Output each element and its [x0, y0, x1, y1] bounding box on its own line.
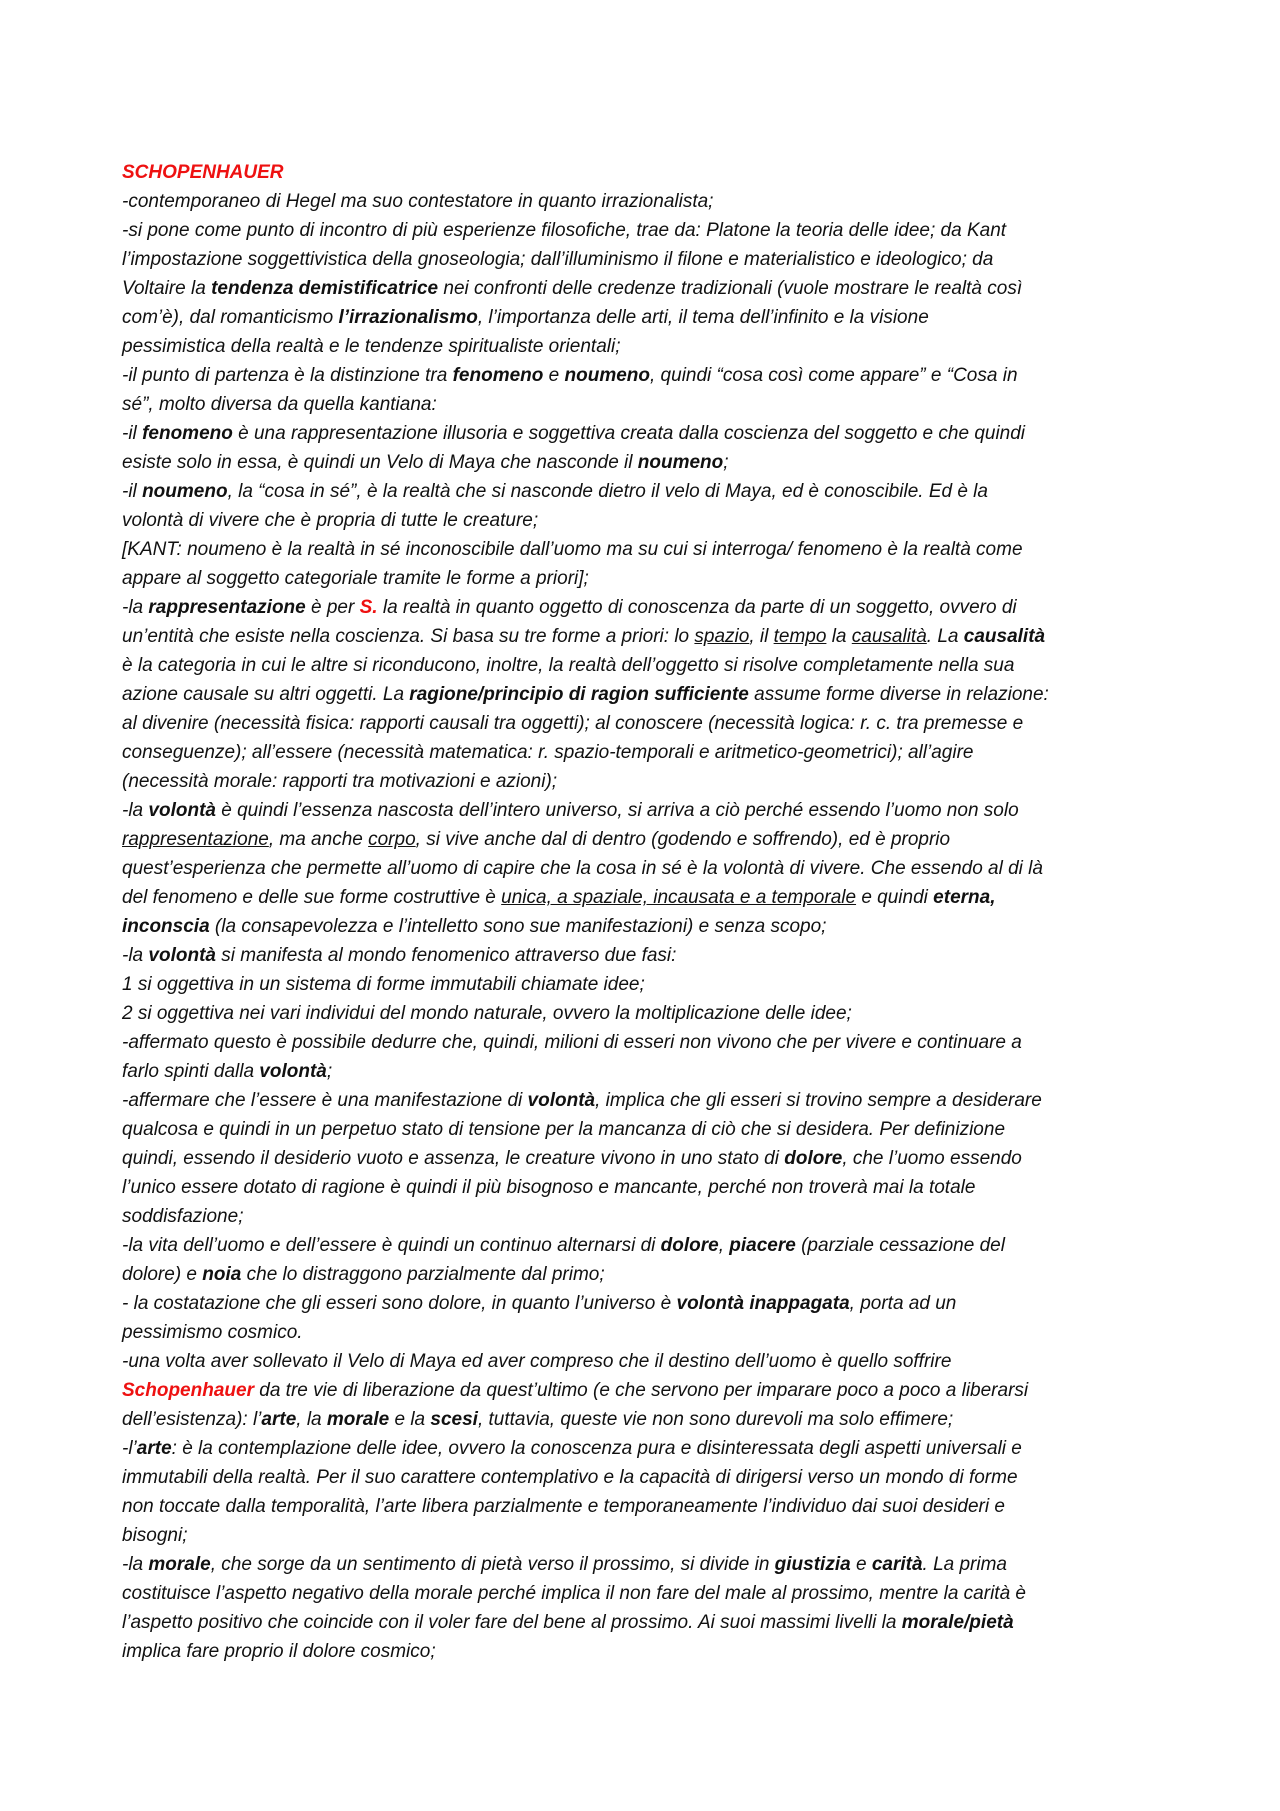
bold-term: tendenza demistificatrice: [211, 278, 439, 299]
text-segment: -il: [122, 481, 143, 502]
text-line: [122, 825, 1172, 854]
bold-term: morale: [148, 1554, 211, 1575]
text-segment: (parziale cessazione del: [795, 1235, 1005, 1256]
text-segment: , si vive anche dal di dentro (godendo e soffrendo), ed è proprio: [415, 829, 951, 850]
text-line: [122, 216, 1172, 245]
text-segment: ;: [723, 452, 729, 473]
text-segment: , la: [296, 1409, 327, 1430]
text-segment: , che sorge da un sentimento di pietà verso il prossimo, si divide in: [210, 1554, 775, 1575]
text-segment: pessimismo cosmico.: [122, 1322, 303, 1343]
text-line: [122, 303, 1172, 332]
text-segment: del fenomeno e delle sue forme costruttive è: [122, 887, 502, 908]
text-line: [122, 1521, 1172, 1550]
text-segment: bisogni;: [122, 1525, 188, 1546]
text-line: [122, 796, 1172, 825]
text-segment: -la: [122, 1554, 149, 1575]
text-line: [122, 1289, 1172, 1318]
text-line: [122, 332, 1172, 361]
text-segment: , porta ad un: [849, 1293, 957, 1314]
text-line: [122, 1086, 1172, 1115]
text-segment: è quindi l’essenza nascosta dell’intero universo, si arriva a ciò perché essendo l’uomo non solo: [215, 800, 1019, 821]
highlight-name: S.: [359, 597, 378, 618]
text-segment: -si pone come punto di incontro di più esperienze filosofiche, trae da: Platone la teoria delle idee; da Kant: [122, 220, 1007, 241]
text-segment: , il: [749, 626, 774, 647]
text-line: [122, 593, 1172, 622]
text-segment: esiste solo in essa, è quindi un Velo di Maya che nasconde il: [122, 452, 638, 473]
text-line: [122, 1057, 1172, 1086]
text-segment: dolore) e: [122, 1264, 203, 1285]
text-segment: soddisfazione;: [122, 1206, 244, 1227]
bold-term: noumeno: [564, 365, 650, 386]
text-segment: , che l’uomo essendo: [842, 1148, 1022, 1169]
text-line: [122, 564, 1172, 593]
text-segment: la: [826, 626, 852, 647]
text-segment: [KANT: noumeno è la realtà in sé inconoscibile dall’uomo ma su cui si interroga/ fenomeno è la realtà come: [122, 539, 1023, 560]
underlined-term: rappresentazione: [122, 829, 269, 850]
text-segment: la realtà in quanto oggetto di conoscenza da parte di un soggetto, ovvero di: [377, 597, 1017, 618]
text-segment: (la consapevolezza e l’intelletto sono sue manifestazioni) e senza scopo;: [209, 916, 827, 937]
text-segment: , tuttavia, queste vie non sono durevoli ma solo effimere;: [477, 1409, 954, 1430]
text-segment: da tre vie di liberazione da quest’ultimo (e che servono per imparare poco a poco a liberarsi: [253, 1380, 1029, 1401]
bold-term: ragione/principio di ragion sufficiente: [409, 684, 749, 705]
underlined-term: unica, a spaziale, incausata e a temporale: [501, 887, 857, 908]
text-line: [122, 1550, 1172, 1579]
bold-term: volontà: [259, 1061, 327, 1082]
text-segment: -la: [122, 800, 149, 821]
bold-term: dolore: [784, 1148, 843, 1169]
text-segment: appare al soggetto categoriale tramite le forme a priori];: [122, 568, 589, 589]
text-line: [122, 1376, 1172, 1405]
text-segment: l’aspetto positivo che coincide con il voler fare del bene al prossimo. Ai suoi massimi livelli la: [122, 1612, 902, 1633]
text-segment: l’impostazione soggettivistica della gnoseologia; dall’illuminismo il filone e materialistico e ideologico; da: [122, 249, 994, 270]
bold-term: arte: [261, 1409, 297, 1430]
text-line: [122, 651, 1172, 680]
text-line: [122, 738, 1172, 767]
text-segment: , quindi “cosa così come appare” e “Cosa in: [650, 365, 1018, 386]
text-segment: e: [543, 365, 565, 386]
text-segment: è la categoria in cui le altre si riconducono, inoltre, la realtà dell’oggetto si risolve completamente nella sua: [122, 655, 1015, 676]
bold-term: arte: [136, 1438, 172, 1459]
underlined-term: tempo: [773, 626, 827, 647]
text-segment: . La prima: [922, 1554, 1007, 1575]
text-segment: , la “cosa in sé”, è la realtà che si nasconde dietro il velo di Maya, ed è conoscibile. Ed è la: [227, 481, 988, 502]
bold-term: fenomeno: [452, 365, 544, 386]
text-segment: -l’: [122, 1438, 137, 1459]
text-line: [122, 1202, 1172, 1231]
bold-term: rappresentazione: [148, 597, 306, 618]
highlight-name: Schopenhauer: [122, 1380, 254, 1401]
text-segment: sé”, molto diversa da quella kantiana:: [122, 394, 437, 415]
text-segment: . La: [926, 626, 964, 647]
text-line: [122, 767, 1172, 796]
text-line: [122, 1637, 1172, 1666]
bold-term: volontà inappagata: [676, 1293, 850, 1314]
text-line: [122, 448, 1172, 477]
text-line: [122, 1028, 1172, 1057]
text-line: [122, 1434, 1172, 1463]
text-line: [122, 245, 1172, 274]
text-segment: -il: [122, 423, 143, 444]
bold-term: fenomeno: [142, 423, 233, 444]
text-segment: l’unico essere dotato di ragione è quindi il più bisognoso e mancante, perché non troverà mai la totale: [122, 1177, 976, 1198]
text-line: [122, 1492, 1172, 1521]
text-segment: ;: [326, 1061, 333, 1082]
text-line: [122, 1318, 1172, 1347]
text-segment: ,: [718, 1235, 730, 1256]
document-title: SCHOPENHAUER: [122, 162, 284, 183]
text-line: [122, 1115, 1172, 1144]
text-segment: (necessità morale: rapporti tra motivazioni e azioni);: [122, 771, 558, 792]
text-segment: dell’esistenza): l’: [122, 1409, 262, 1430]
text-segment: -la: [122, 597, 149, 618]
bold-term: l’irrazionalismo: [338, 307, 478, 328]
text-segment: implica fare proprio il dolore cosmico;: [122, 1641, 436, 1662]
text-segment: -affermare che l’essere è una manifestazione di: [122, 1090, 528, 1111]
text-line: [122, 535, 1172, 564]
text-segment: 1 si oggettiva in un sistema di forme immutabili chiamate idee;: [122, 974, 645, 995]
bold-term: inconscia: [122, 916, 210, 937]
text-segment: -la vita dell’uomo e dell’essere è quindi un continuo alternarsi di: [122, 1235, 661, 1256]
text-segment: e quindi: [856, 887, 934, 908]
text-line: [122, 1347, 1172, 1376]
text-segment: che lo distraggono parzialmente dal primo;: [241, 1264, 605, 1285]
text-segment: -la: [122, 945, 149, 966]
text-segment: si manifesta al mondo fenomenico attraverso due fasi:: [215, 945, 677, 966]
document-body: [122, 187, 1172, 1666]
text-line: [122, 941, 1172, 970]
text-line: [122, 274, 1172, 303]
bold-term: volontà: [527, 1090, 596, 1111]
text-segment: al divenire (necessità fisica: rapporti causali tra oggetti); al conoscere (necessità logica: r. c. tra premesse e: [122, 713, 1024, 734]
text-line: [122, 883, 1172, 912]
text-segment: azione causale su altri oggetti. La: [122, 684, 410, 705]
bold-term: carità: [871, 1554, 923, 1575]
text-line: [122, 854, 1172, 883]
text-line: [122, 970, 1172, 999]
underlined-term: corpo: [368, 829, 416, 850]
bold-term: giustizia: [774, 1554, 851, 1575]
bold-term: dolore: [660, 1235, 719, 1256]
bold-term: scesi: [430, 1409, 478, 1430]
text-line: [122, 477, 1172, 506]
text-line: [122, 1463, 1172, 1492]
text-line: [122, 999, 1172, 1028]
text-segment: -una volta aver sollevato il Velo di Maya ed aver compreso che il destino dell’uomo è quello soffrire: [122, 1351, 952, 1372]
text-segment: com’è), dal romanticismo: [122, 307, 339, 328]
bold-term: noumeno: [142, 481, 228, 502]
text-segment: un’entità che esiste nella coscienza. Si basa su tre forme a priori: lo: [122, 626, 695, 647]
text-segment: non toccate dalla temporalità, l’arte libera parzialmente e temporaneamente l’individuo dai suoi desideri e: [122, 1496, 1005, 1517]
text-line: [122, 912, 1172, 941]
text-segment: e: [850, 1554, 872, 1575]
text-line: [122, 361, 1172, 390]
text-segment: assume forme diverse in relazione:: [748, 684, 1049, 705]
text-segment: -affermato questo è possibile dedurre che, quindi, milioni di esseri non vivono che per vivere e continuare a: [122, 1032, 1022, 1053]
text-line: [122, 680, 1172, 709]
text-line: [122, 1579, 1172, 1608]
bold-term: causalità: [963, 626, 1046, 647]
text-segment: farlo spinti dalla: [122, 1061, 260, 1082]
text-line: [122, 419, 1172, 448]
bold-term: volontà: [148, 945, 216, 966]
text-segment: immutabili della realtà. Per il suo carattere contemplativo e la capacità di dirigersi verso un mondo di forme: [122, 1467, 1018, 1488]
text-line: [122, 187, 1172, 216]
document-page: [122, 158, 1172, 1666]
text-segment: quindi, essendo il desiderio vuoto e assenza, le creature vivono in uno stato di: [122, 1148, 785, 1169]
text-line: [122, 1608, 1172, 1637]
text-segment: volontà di vivere che è propria di tutte le creature;: [122, 510, 539, 531]
text-segment: -contemporaneo di Hegel ma suo contestatore in quanto irrazionalista;: [122, 191, 714, 212]
text-line: [122, 709, 1172, 738]
text-line: [122, 1144, 1172, 1173]
text-segment: è per: [305, 597, 360, 618]
text-line: [122, 1260, 1172, 1289]
text-segment: nei confronti delle credenze tradizionali (vuole mostrare le realtà così: [438, 278, 1023, 299]
text-segment: - la costatazione che gli esseri sono dolore, in quanto l’universo è: [122, 1293, 677, 1314]
bold-term: eterna,: [933, 887, 996, 908]
text-line: [122, 622, 1172, 651]
text-line: [122, 1405, 1172, 1434]
text-line: [122, 1173, 1172, 1202]
text-line: [122, 390, 1172, 419]
underlined-term: spazio: [694, 626, 750, 647]
text-segment: conseguenze); all’essere (necessità matematica: r. spazio-temporali e aritmetico-geometrici); all’agire: [122, 742, 974, 763]
text-segment: , implica che gli esseri si trovino sempre a desiderare: [595, 1090, 1042, 1111]
text-segment: costituisce l’aspetto negativo della morale perché implica il non fare del male al prossimo, mentre la carità è: [122, 1583, 1026, 1604]
text-segment: : è la contemplazione delle idee, ovvero la conoscenza pura e disinteressata degli aspetti universali e: [171, 1438, 1022, 1459]
text-line: [122, 506, 1172, 535]
bold-term: piacere: [729, 1235, 796, 1256]
text-segment: Voltaire la: [122, 278, 212, 299]
text-segment: 2 si oggettiva nei vari individui del mondo naturale, ovvero la moltiplicazione delle idee;: [122, 1003, 852, 1024]
bold-term: noumeno: [637, 452, 724, 473]
text-segment: qualcosa e quindi in un perpetuo stato di tensione per la mancanza di ciò che si desidera. Per definizione: [122, 1119, 1006, 1140]
text-segment: quest’esperienza che permette all’uomo di capire che la cosa in sé è la volontà di vivere. Che essendo al di là: [122, 858, 1043, 879]
text-segment: -il punto di partenza è la distinzione tra: [122, 365, 453, 386]
text-segment: , l’importanza delle arti, il tema dell’infinito e la visione: [477, 307, 929, 328]
text-segment: è una rappresentazione illusoria e soggettiva creata dalla coscienza del soggetto e che quindi: [232, 423, 1026, 444]
bold-term: morale/pietà: [901, 1612, 1014, 1633]
text-segment: e la: [389, 1409, 431, 1430]
text-segment: pessimistica della realtà e le tendenze spiritualiste orientali;: [122, 336, 621, 357]
bold-term: morale: [326, 1409, 390, 1430]
text-line: [122, 1231, 1172, 1260]
text-segment: , ma anche: [268, 829, 369, 850]
bold-term: noia: [202, 1264, 242, 1285]
underlined-term: causalità: [851, 626, 927, 647]
bold-term: volontà: [148, 800, 216, 821]
